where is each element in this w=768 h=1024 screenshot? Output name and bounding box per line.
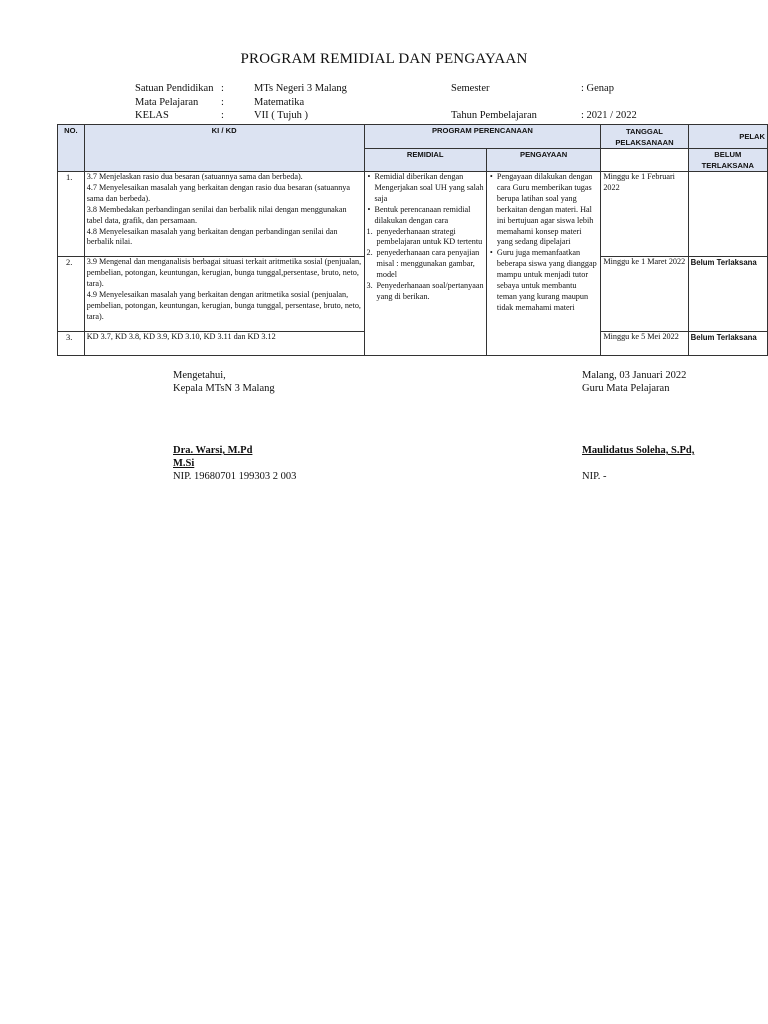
remidial-step xyxy=(366,248,484,281)
right-name: Maulidatus Soleha, S.Pd, xyxy=(582,445,695,456)
tahun-value: : 2021 / 2022 xyxy=(581,110,637,121)
signature-right-name xyxy=(582,445,694,483)
step-number: 2. xyxy=(366,248,373,258)
kd-cell xyxy=(84,172,364,257)
semester-label: Semester xyxy=(451,83,490,94)
pengayaan-cell xyxy=(486,172,600,356)
signature-right xyxy=(582,370,686,396)
kd-text: 3.8 Membedakan perbandingan senilai dan berbalik nilai dengan menggunakan tabel data, grafik, dan persamaan. xyxy=(86,204,347,225)
tanggal-cell: Minggu ke 5 Mei 2022 xyxy=(601,332,688,356)
step-number: 1. xyxy=(366,226,373,236)
page-title: PROGRAM REMIDIAL DAN PENGAYAAN xyxy=(240,51,528,67)
header-remidial: REMIDIAL xyxy=(364,149,486,172)
row-number: 2. xyxy=(58,257,85,332)
left-nip: NIP. 19680701 199303 2 003 xyxy=(173,470,297,482)
kd-text: 3.7 Menjelaskan rasio dua besaran (satuannya sama dan berbeda). xyxy=(86,172,303,181)
header-tanggal: TANGGAL PELAKSANAAN xyxy=(601,125,688,149)
row-number: 3. xyxy=(58,332,85,356)
status-cell xyxy=(688,172,767,257)
kelas-label: KELAS xyxy=(135,110,169,121)
header-pelaksanaan: PELAK xyxy=(688,125,767,149)
step-text: penyederhanaan cara penyajian misal : menggunakan gambar, model xyxy=(376,248,480,280)
pengayaan-bullet: • Pengayaan dilakukan dengan cara Guru memberikan tugas berupa latihan soal yang berkaitan dengan materi. Hal ini bertujuan agar siswa lebih memahami konsep materi yang sedang dipelajari xyxy=(497,172,598,248)
kelas-value: VII ( Tujuh ) xyxy=(254,110,308,121)
tanggal-cell: Minggu ke 1 Maret 2022 xyxy=(601,257,688,332)
colon: : xyxy=(221,110,224,121)
step-text: penyederhanaan strategi pembelajaran untuk KD tertentu xyxy=(376,226,483,247)
status-cell: Belum Terlaksana xyxy=(688,257,767,332)
mapel-value: Matematika xyxy=(254,97,305,108)
pengayaan-bullet: • Guru juga memanfaatkan beberapa siswa yang dianggap mampu untuk menjadi tutor sebaya untuk membantu teman yang kurang maupun tidak memahami materi xyxy=(497,248,598,313)
satuan-value: MTs Negeri 3 Malang xyxy=(254,83,347,94)
right-line1: Malang, 03 Januari 2022 xyxy=(582,370,687,381)
left-name2: M.Si xyxy=(173,457,195,469)
signature-left-name xyxy=(173,445,296,483)
remidial-step xyxy=(366,226,484,249)
kd-cell xyxy=(84,332,364,356)
tahun-label: Tahun Pembelajaran xyxy=(451,110,537,121)
kd-cell xyxy=(84,257,364,332)
colon: : xyxy=(221,83,224,94)
kd-text: 4.9 Menyelesaikan masalah yang berkaitan dengan aritmetika sosial (penjualan, pembelian, potongan, keuntungan, kerugian, bunga tunggal, persentase, bruto, neto, tara). xyxy=(86,289,361,321)
header-belum: BELUM TERLAKSANA xyxy=(688,149,767,172)
header-pengayaan: PENGAYAAN xyxy=(486,149,600,172)
mapel-label: Mata Pelajaran xyxy=(135,97,199,108)
status-cell: Belum Terlaksana xyxy=(688,332,767,356)
remidial-bullet: • Remidial diberikan dengan Mengerjakan soal UH yang salah saja xyxy=(375,172,484,205)
header-no: NO. xyxy=(58,125,85,172)
step-text: Penyederhanaan soal/pertanyaan yang di berikan. xyxy=(376,281,484,301)
kd-text: 3.9 Mengenal dan menganalisis berbagai situasi terkait aritmetika sosial (penjualan, pembelian, potongan, keuntungan, kerugian, bunga tunggal,persentase, bruto, neto, tara). xyxy=(86,257,362,288)
remidial-cell xyxy=(364,172,486,356)
kd-text: 4.8 Menyelesaikan masalah yang berkaitan dengan perbandingan senilai dan berbalik nilai. xyxy=(86,226,338,247)
kd-text: 4.7 Menyelesaikan masalah yang berkaitan dengan rasio dua besaran (satuannya sama dan berbeda). xyxy=(86,182,351,203)
colon: : xyxy=(221,97,224,108)
left-line1: Mengetahui, xyxy=(173,370,226,381)
tanggal-cell: Minggu ke 1 Februari 2022 xyxy=(601,172,688,257)
remidial-bullet: • Bentuk perencanaan remidial dilakukan dengan cara xyxy=(375,205,484,227)
step-number: 3. xyxy=(366,281,373,291)
left-name1: Dra. Warsi, M.Pd xyxy=(173,445,253,456)
remedial-table xyxy=(57,124,768,356)
kd-text: KD 3.7, KD 3.8, KD 3.9, KD 3.10, KD 3.11 dan KD 3.12 xyxy=(86,332,276,341)
satuan-label: Satuan Pendidikan xyxy=(135,83,214,94)
right-nip: NIP. - xyxy=(582,470,607,482)
remidial-step xyxy=(366,281,484,303)
table-row xyxy=(58,172,768,257)
right-line2: Guru Mata Pelajaran xyxy=(582,382,670,394)
header-tanggal-blank xyxy=(601,149,688,172)
row-number: 1. xyxy=(58,172,85,257)
signature-left xyxy=(173,370,275,396)
semester-value: : Genap xyxy=(581,83,614,94)
header-kikd: KI / KD xyxy=(84,125,364,172)
left-line2: Kepala MTsN 3 Malang xyxy=(173,382,275,394)
header-program: PROGRAM PERENCANAAN xyxy=(364,125,601,149)
